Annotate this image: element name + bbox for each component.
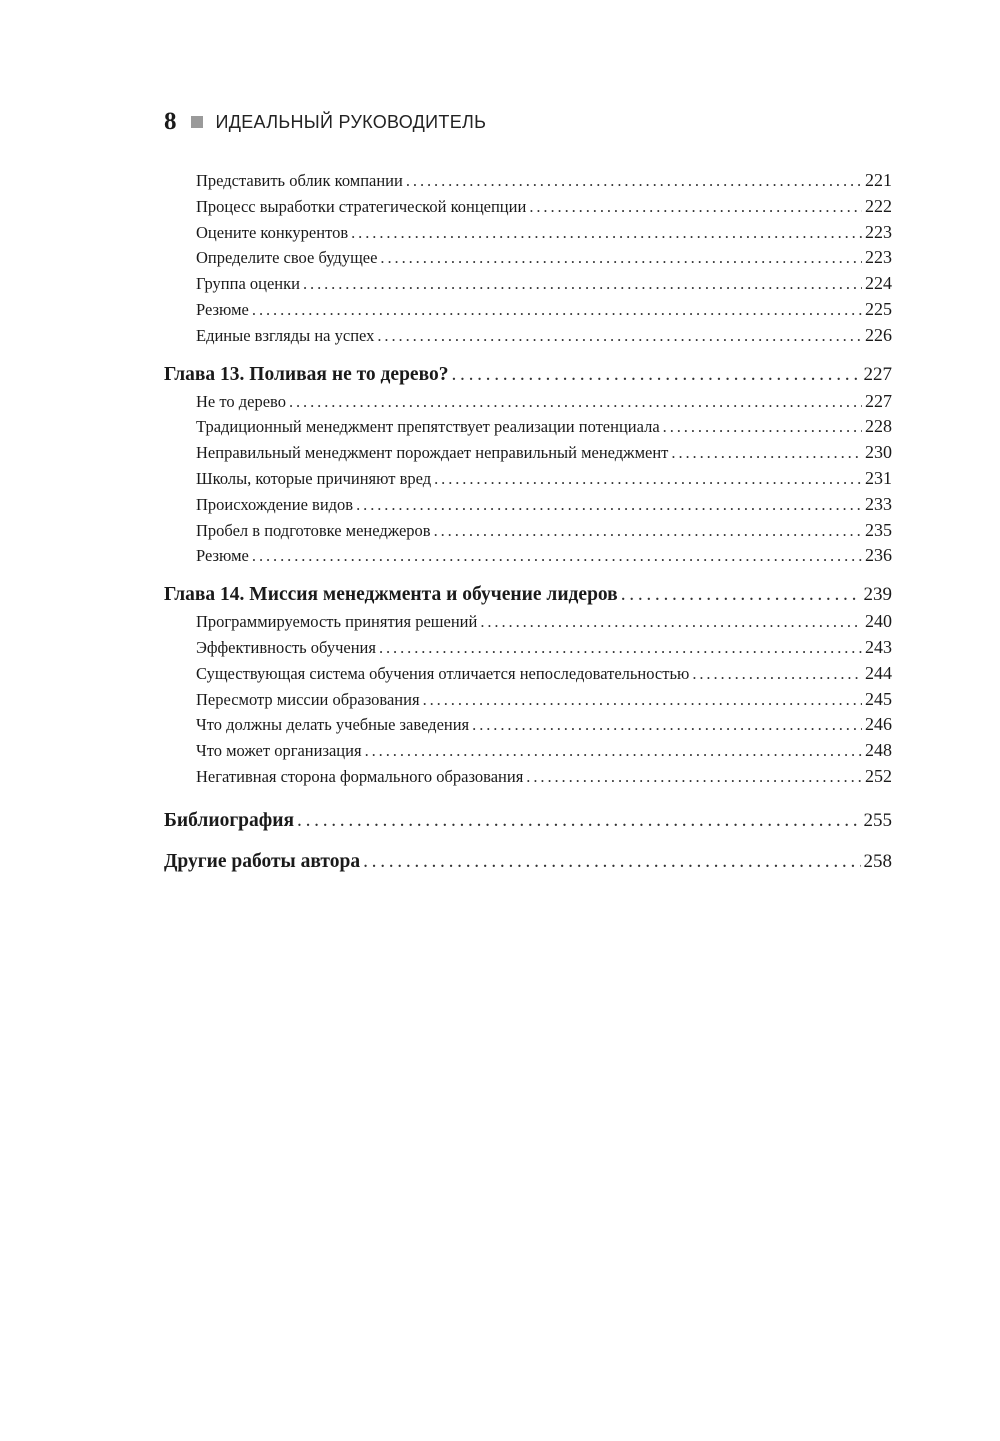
toc-entry-page: 246 bbox=[865, 714, 892, 735]
toc-entry-page: 227 bbox=[865, 390, 892, 411]
dot-leader bbox=[423, 690, 862, 710]
toc-entry-title: Происхождение видов bbox=[196, 494, 354, 514]
toc-entry-title: Негативная сторона формального образования bbox=[196, 766, 524, 786]
square-bullet-icon bbox=[191, 116, 203, 128]
toc-entry-title: Пробел в подготовке менеджеров bbox=[196, 520, 431, 540]
dot-leader bbox=[526, 767, 862, 787]
toc-chapter-13[interactable] bbox=[164, 364, 892, 391]
dot-leader bbox=[365, 741, 862, 761]
toc-entry-page: 252 bbox=[865, 765, 892, 786]
dot-leader bbox=[451, 364, 860, 386]
toc-entry-title: Неправильный менеджмент порождает неправильный менеджмент bbox=[196, 443, 669, 463]
toc-entry-title: Существующая система обучения отличается непоследовательностью bbox=[196, 663, 690, 683]
dot-leader bbox=[480, 612, 862, 632]
toc-entry-page: 231 bbox=[865, 467, 892, 488]
toc-entry[interactable] bbox=[164, 247, 892, 273]
dot-leader bbox=[529, 197, 862, 217]
toc-entry-title: Оцените конкурентов bbox=[196, 222, 349, 242]
toc-entry[interactable] bbox=[164, 740, 892, 766]
toc-entry[interactable] bbox=[164, 391, 892, 417]
dot-leader bbox=[363, 851, 860, 873]
toc-chapter-14[interactable] bbox=[164, 584, 892, 611]
dot-leader bbox=[406, 171, 862, 191]
toc-entry[interactable] bbox=[164, 714, 892, 740]
dot-leader bbox=[303, 274, 862, 294]
chapter-page: 227 bbox=[863, 363, 892, 385]
toc-entry-title: Школы, которые причиняют вред bbox=[196, 468, 432, 488]
toc-entry-title: Эффективность обучения bbox=[196, 637, 376, 657]
toc-entry-page: 240 bbox=[865, 611, 892, 632]
dot-leader bbox=[379, 638, 862, 658]
toc-entry-title: Определите свое будущее bbox=[196, 248, 378, 268]
toc-entry[interactable] bbox=[164, 442, 892, 468]
toc-entry[interactable] bbox=[164, 170, 892, 196]
toc-entry[interactable] bbox=[164, 766, 892, 792]
chapter-title: Глава 13. Поливая не то дерево? bbox=[164, 363, 449, 385]
dot-leader bbox=[472, 715, 862, 735]
toc-entry-title: Резюме bbox=[196, 299, 249, 319]
toc-entry-page: 244 bbox=[865, 662, 892, 683]
chapter-title: Другие работы автора bbox=[164, 850, 361, 872]
running-header bbox=[164, 104, 486, 140]
dot-leader bbox=[252, 546, 862, 566]
toc-entry-page: 243 bbox=[865, 636, 892, 657]
toc-entry-title: Традиционный менеджмент препятствует реализации потенциала bbox=[196, 417, 660, 437]
toc-entry[interactable] bbox=[164, 545, 892, 571]
toc-entry-title: Не то дерево bbox=[196, 391, 286, 411]
toc-entry-page: 223 bbox=[865, 247, 892, 268]
chapter-page: 255 bbox=[863, 809, 892, 831]
dot-leader bbox=[380, 248, 862, 268]
toc-entry-title: Представить облик компании bbox=[196, 171, 403, 190]
toc-entry[interactable] bbox=[164, 494, 892, 520]
dot-leader bbox=[692, 664, 862, 684]
dot-leader bbox=[663, 417, 862, 437]
toc-entry-page: 233 bbox=[865, 493, 892, 514]
toc-entry-title: Единые взгляды на успех bbox=[196, 325, 375, 345]
chapter-page: 239 bbox=[863, 584, 892, 606]
toc-entry[interactable] bbox=[164, 468, 892, 494]
toc-entry[interactable] bbox=[164, 299, 892, 325]
toc-entry[interactable] bbox=[164, 663, 892, 689]
toc-entry[interactable] bbox=[164, 273, 892, 299]
toc-entry[interactable] bbox=[164, 689, 892, 715]
toc-entry[interactable] bbox=[164, 196, 892, 222]
toc-entry-page: 221 bbox=[865, 170, 892, 190]
toc-entry-page: 236 bbox=[865, 545, 892, 566]
toc-entry[interactable] bbox=[164, 222, 892, 248]
dot-leader bbox=[297, 810, 860, 832]
toc-entry[interactable] bbox=[164, 611, 892, 637]
dot-leader bbox=[377, 326, 862, 346]
toc-entry-page: 224 bbox=[865, 273, 892, 294]
toc-entry-page: 225 bbox=[865, 298, 892, 319]
book-title: ИДЕАЛЬНЫЙ РУКОВОДИТЕЛЬ bbox=[215, 111, 487, 132]
toc-entry[interactable] bbox=[164, 325, 892, 351]
toc-entry-page: 223 bbox=[865, 221, 892, 242]
toc-other-works[interactable] bbox=[164, 851, 892, 878]
toc-entry-title: Процесс выработки стратегической концепции bbox=[196, 196, 527, 216]
dot-leader bbox=[252, 300, 862, 320]
toc-entry-title: Резюме bbox=[196, 546, 249, 566]
dot-leader bbox=[351, 223, 862, 243]
toc-entry-title: Пересмотр миссии образования bbox=[196, 689, 420, 709]
toc-entry-title: Что должны делать учебные заведения bbox=[196, 715, 470, 735]
dot-leader bbox=[621, 584, 861, 606]
dot-leader bbox=[434, 521, 862, 541]
toc-entry-page: 248 bbox=[865, 740, 892, 761]
chapter-title: Библиография bbox=[164, 809, 295, 831]
toc-entry-page: 222 bbox=[865, 195, 892, 216]
dot-leader bbox=[356, 495, 862, 515]
dot-leader bbox=[434, 469, 862, 489]
toc-entry-title: Программируемость принятия решений bbox=[196, 612, 478, 632]
toc-entry[interactable] bbox=[164, 520, 892, 546]
toc-entry-title: Группа оценки bbox=[196, 274, 300, 294]
toc-entry-page: 235 bbox=[865, 519, 892, 540]
toc-bibliography[interactable] bbox=[164, 810, 892, 837]
chapter-page: 258 bbox=[863, 850, 892, 872]
toc-entry-page: 228 bbox=[865, 416, 892, 437]
toc-entry[interactable] bbox=[164, 416, 892, 442]
toc-entry-page: 245 bbox=[865, 688, 892, 709]
toc-entry-page: 230 bbox=[865, 442, 892, 463]
dot-leader bbox=[289, 392, 862, 412]
page-number: 8 bbox=[164, 108, 177, 135]
toc-entry[interactable] bbox=[164, 637, 892, 663]
chapter-title: Глава 14. Миссия менеджмента и обучение лидеров bbox=[164, 584, 618, 606]
table-of-contents bbox=[164, 170, 892, 878]
dot-leader bbox=[671, 443, 862, 463]
toc-entry-page: 226 bbox=[865, 324, 892, 345]
toc-entry-title: Что может организация bbox=[196, 741, 362, 761]
